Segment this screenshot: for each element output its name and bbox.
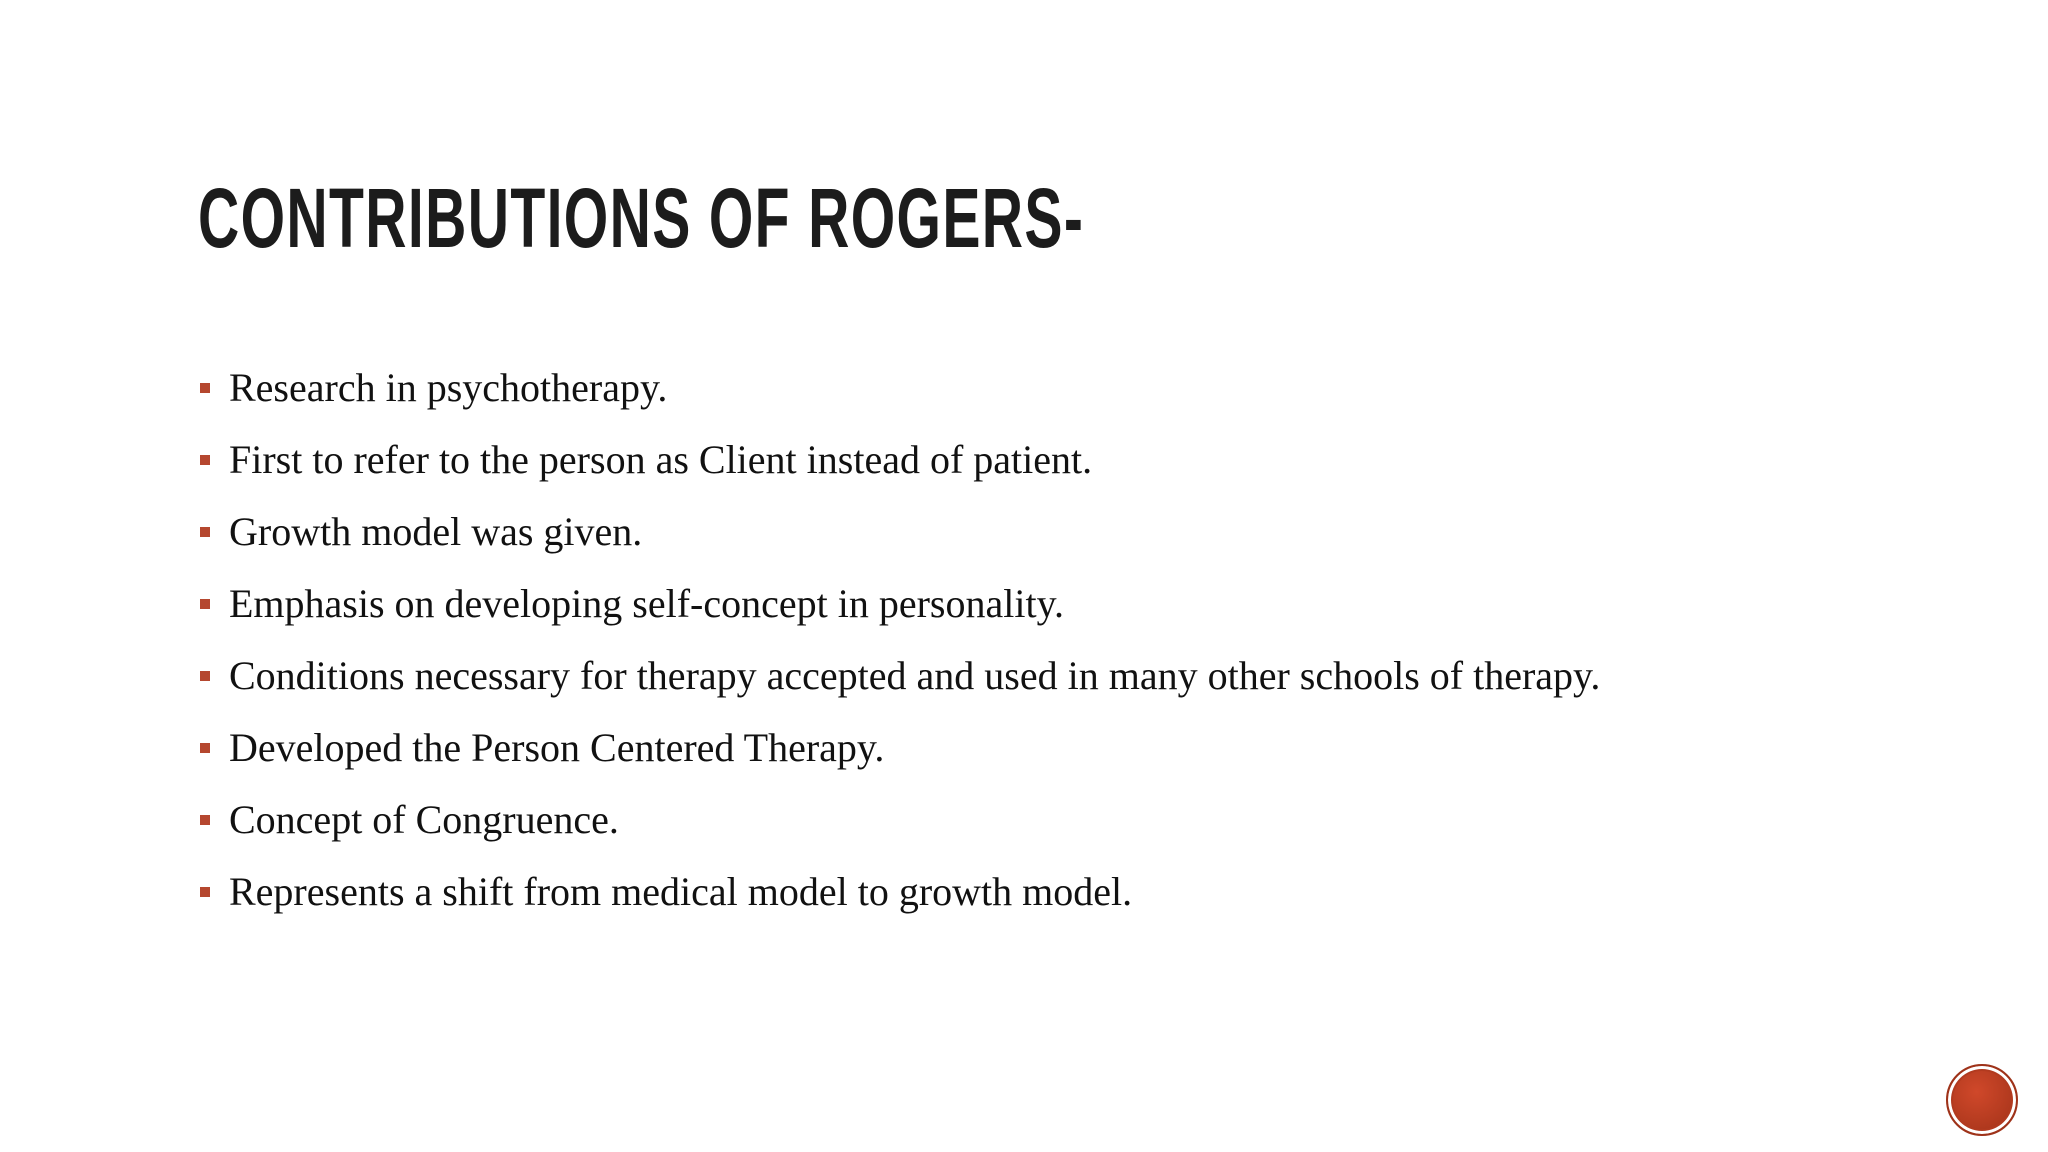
- bullet-item: [198, 509, 1880, 555]
- bullet-item: [198, 725, 1880, 771]
- bullet-item: [198, 581, 1880, 627]
- bullet-text: Research in psychotherapy.: [229, 365, 668, 410]
- square-bullet-icon: [200, 599, 210, 609]
- bullet-item: [198, 869, 1880, 915]
- bullet-text: Conditions necessary for therapy accepted and used in many other schools of therapy.: [229, 653, 1601, 698]
- square-bullet-icon: [200, 887, 210, 897]
- square-bullet-icon: [200, 455, 210, 465]
- bullet-text: First to refer to the person as Client instead of patient.: [229, 437, 1093, 482]
- square-bullet-icon: [200, 527, 210, 537]
- square-bullet-icon: [200, 383, 210, 393]
- bullet-item: [198, 437, 1880, 483]
- bullet-list: [198, 365, 1880, 941]
- slide-nav-circle-icon[interactable]: [1946, 1064, 2018, 1136]
- bullet-text: Concept of Congruence.: [229, 797, 619, 842]
- slide-title: CONTRIBUTIONS OF ROGERS-: [198, 171, 1085, 265]
- square-bullet-icon: [200, 743, 210, 753]
- bullet-text: Growth model was given.: [229, 509, 643, 554]
- square-bullet-icon: [200, 815, 210, 825]
- bullet-item: [198, 653, 1880, 699]
- bullet-item: [198, 797, 1880, 843]
- bullet-text: Emphasis on developing self-concept in personality.: [229, 581, 1064, 626]
- square-bullet-icon: [200, 671, 210, 681]
- bullet-text: Represents a shift from medical model to growth model.: [229, 869, 1133, 914]
- bullet-item: [198, 365, 1880, 411]
- bullet-text: Developed the Person Centered Therapy.: [229, 725, 885, 770]
